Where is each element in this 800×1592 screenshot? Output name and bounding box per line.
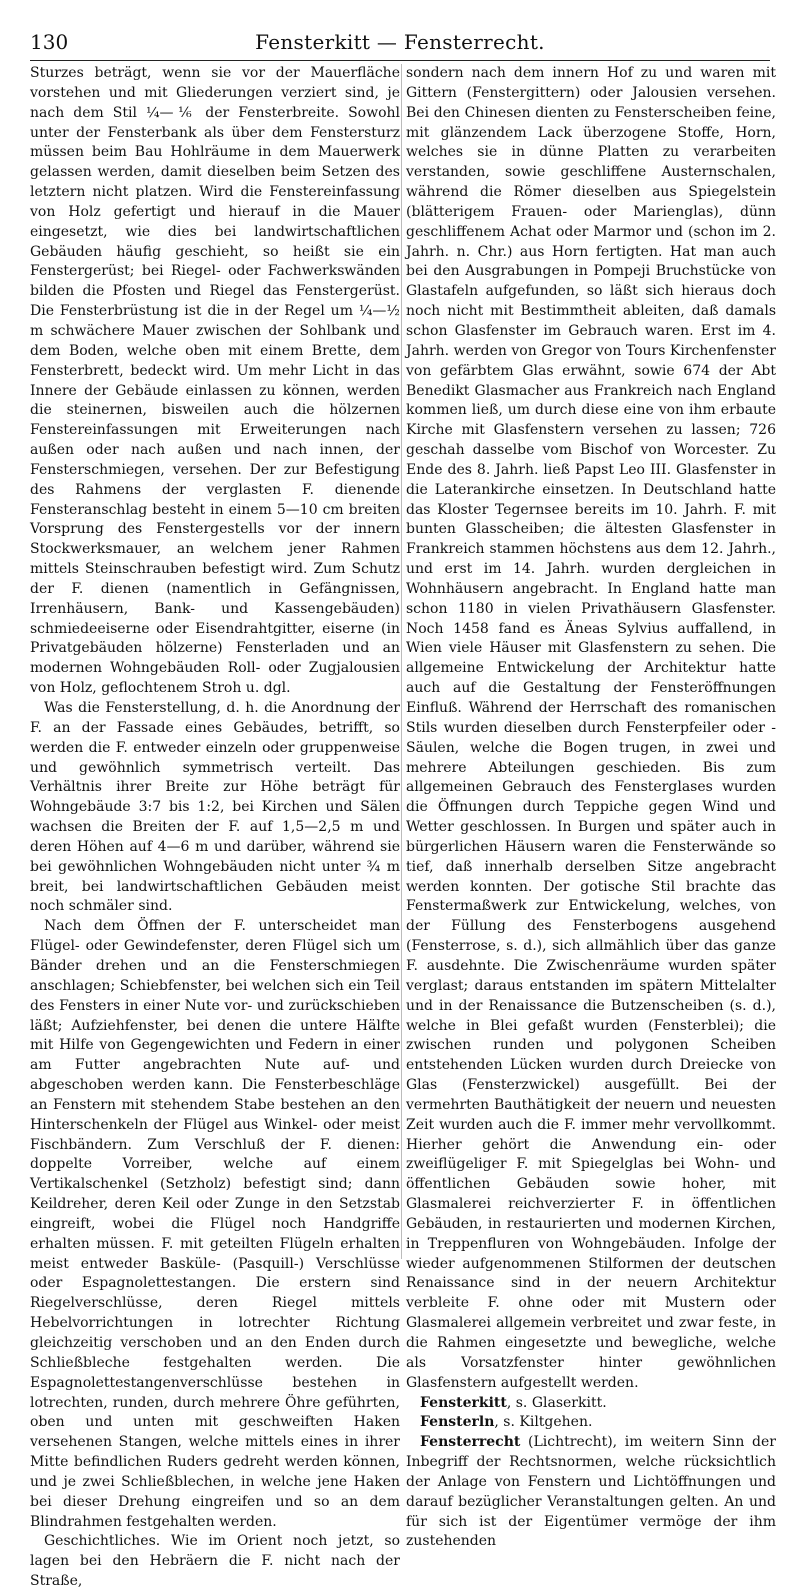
paragraph: Geschichtliches. Wie im Orient noch jetzt, so lagen bei den Hebräern die F. nicht nach der Straße, [30, 1533, 400, 1590]
dictionary-entry [406, 1413, 776, 1433]
page-number: 130 [30, 30, 69, 54]
paragraph: sondern nach dem innern Hof zu und waren mit Gittern (Fenstergittern) oder Jalousien versehen. Bei den Chinesen dienten zu Fensterscheiben feine, mit glänzendem Lack überzogene Stoffe, Horn, welches sie in dünne Platten zu verarbeiten verstanden, sowie geschliffene Austernschalen, während die Römer dieselben aus Spiegelstein (blätterigem Frauen- oder Marienglas), dünn geschliffenem Achat oder Marmor und (schon im 2. Jahrh. n. Chr.) aus Horn fertigten. Hat man auch bei den Ausgrabungen in Pompeji Bruchstücke von Glastafeln aufgefunden, so läßt sich hieraus doch noch nicht mit Bestimmtheit ableiten, daß damals schon Glasfenster im Gebrauch waren. Erst im 4. Jahrh. werden von Gregor von Tours Kirchenfenster von gefärbtem Glas erwähnt, sowie 674 der Abt Benedikt Glasmacher aus Frankreich nach England kommen ließ, um durch diese eine von ihm erbaute Kirche mit Glasfenstern versehen zu lassen; 726 geschah dasselbe vom Bischof von Worcester. Zu Ende des 8. Jahrh. ließ Papst Leo III. Glasfenster in die Laterankirche einsetzen. In Deutschland hatte das Kloster Tegernsee bereits im 10. Jahrh. F. mit bunten Glasscheiben; die ältesten Glasfenster in Frankreich stammen höchstens aus dem 12. Jahrh., und erst im 14. Jahrh. wurden dergleichen in Wohnhäusern angebracht. In England hatte man schon 1180 in vielen Privathäusern Glasfenster. Noch 1458 fand es Äneas Sylvius auffallend, in Wien viele Häuser mit Glasfenstern zu sehen. Die allgemeine Entwickelung der Architektur hatte auch auf die Gestaltung der Fensteröffnungen Einfluß. Während der Herrschaft des romanischen Stils wurden dieselben durch Fensterpfeiler oder -Säulen, welche die Bogen trugen, in zwei und mehrere Abteilungen geschieden. Bis zum allgemeinen Gebrauch des Fensterglases wurden die Öffnungen durch Teppiche gegen Wind und Wetter geschlossen. In Burgen und später auch in bürgerlichen Häusern waren die Fensterwände so tief, daß innerhalb derselben Sitze angebracht werden konnten. Der gotische Stil brachte das Fenstermaßwerk zur Entwickelung, welches, von der Füllung des Fensterbogens ausgehend (Fensterrose, s. d.), sich allmählich über das ganze F. ausdehnte. Die Zwischenräume wurden später verglast; daraus entstanden im spätern Mittelalter und in der Renaissance die Butzenscheiben (s. d.), welche in Blei gefaßt wurden (Fensterblei); die zwischen runden und polygonen Scheiben entstehenden Lücken wurden durch Dreiecke von Glas (Fensterzwickel) ausgefüllt. Bei der vermehrten Bauthätigkeit der neuern und neuesten Zeit wurden auch die F. immer mehr vervollkommt. Hierher gehört die Anwendung ein- oder zweiflügeliger F. mit Spiegelglas bei Wohn- und öffentlichen Gebäuden sowie hoher, mit Glasmalerei reichverzierter F. in öffentlichen Gebäuden, in restaurierten und modernen Kirchen, in Treppenfluren von Wohngebäuden. Infolge der wieder aufgenommenen Stilformen der deutschen Renaissance sind in der neuern Architektur verbleite F. ohne oder mit Mustern oder Glasmalerei allgemein verbreitet und zwar feste, in die Rahmen eingesetzte und bewegliche, welche als Vorsatzfenster hinter gewöhnlichen Glasfenstern aufgestellt werden. [406, 65, 776, 1391]
entry-text: , s. Kiltgehen. [494, 1414, 593, 1431]
right-column [406, 64, 776, 1550]
running-title: Fensterkitt — Fensterrecht. [255, 30, 545, 54]
entry-lemma: Fensterkitt [420, 1394, 507, 1411]
paragraph: Was die Fensterstellung, d. h. die Anordnung der F. an der Fassade eines Gebäudes, betrifft, so werden die F. entweder einzeln oder gruppenweise und gewöhnlich symmetrisch verteilt. Das Verhältnis ihrer Breite zur Höhe beträgt für Wohngebäude 3:7 bis 1:2, bei Kirchen und Sälen wachsen die Breiten der F. auf 1,5—2,5 m und deren Höhen auf 4—6 m und darüber, während sie bei gewöhnlichen Wohngebäuden nicht unter ¾ m breit, bei landwirtschaftlichen Gebäuden meist noch schmäler sind. [30, 700, 400, 915]
page-header [30, 26, 770, 61]
paragraph: Sturzes beträgt, wenn sie vor der Mauerfläche vorstehen und mit Gliederungen verziert sind, je nach dem Stil ¼—⅙ der Fensterbreite. Sowohl unter der Fensterbank als über dem Fenstersturz müssen beim Bau Hohlräume in dem Mauerwerk gelassen werden, damit dieselben beim Setzen des letztern nicht platzen. Wird die Fenstereinfassung von Holz gefertigt und hierauf in die Mauer eingesetzt, wie dies bei landwirtschaftlichen Gebäuden häufig geschieht, so heißt sie ein Fenstergerüst; bei Riegel- oder Fachwerkswänden bilden die Pfosten und Riegel das Fenstergerüst. Die Fensterbrüstung ist die in der Regel um ¼—½ m schwächere Mauer zwischen der Sohlbank und dem Boden, welche oben mit einem Brette, dem Fensterbrett, bedeckt wird. Um mehr Licht in das Innere der Gebäude einlassen zu können, werden die steinernen, bisweilen auch die hölzernen Fenstereinfassungen mit Erweiterungen nach außen oder nach außen und nach innen, der Fensterschmiegen, versehen. Der zur Befestigung des Rahmens der verglasten F. dienende Fensteranschlag besteht in einem 5—10 cm breiten Vorsprung des Fenstergestells vor der innern Stockwerksmauer, an welchem jener Rahmen mittels Steinschrauben befestigt wird. Zum Schutz der F. dienen (namentlich in Gefängnissen, Irrenhäusern, Bank- und Kassengebäuden) schmiedeeiserne oder Eisendrahtgitter, eiserne (in Privatgebäuden hölzerne) Fensterladen und an modernen Wohngebäuden Roll- oder Zugjalousien von Holz, geflochtenem Stroh u. dgl. [30, 65, 400, 697]
dictionary-entry [406, 1433, 776, 1552]
entry-lemma: Fensterrecht [420, 1434, 521, 1451]
entry-text: (Lichtrecht), im weitern Sinn der Inbegriff der Rechtsnormen, welche rücksichtlich der Anlage von Fenstern und Lichtöffnungen und darauf bezüglicher Veranstaltungen gelten. An und für sich ist der Eigentümer vermöge der ihm zustehenden [406, 1434, 776, 1550]
entry-text: , s. Glaserkitt. [506, 1394, 607, 1411]
paragraph: Nach dem Öffnen der F. unterscheidet man Flügel- oder Gewindefenster, deren Flügel sich um Bänder drehen und an die Fensterschmiegen anschlagen; Schiebfenster, bei welchen sich ein Teil des Fensters in einer Nute vor- und zurückschieben läßt; Aufziehfenster, bei denen die untere Hälfte mit Hilfe von Gegengewichten und Federn in einer am Futter angebrachten Nute auf- und abgeschoben werden kann. Die Fensterbeschläge an Fenstern mit stehendem Stabe bestehen an den Hinterschenkeln der Flügel aus Winkel- oder meist Fischbändern. Zum Verschluß der F. dienen: doppelte Vorreiber, welche auf einem Vertikalschenkel (Setzholz) befestigt sind; dann Keildreher, deren Keil oder Zunge in den Setzstab eingreift, wobei die Flügel noch Handgriffe erhalten müssen. F. mit geteilten Flügeln erhalten meist entweder Basküle- (Pasquill-) Verschlüsse oder Espagnolettestangen. Die erstern sind Riegelverschlüsse, deren Riegel mittels Hebelvorrichtungen in lotrechter Richtung gleichzeitig verschoben und an den Enden durch Schließbleche festgehalten werden. Die Espagnolettestangenverschlüsse bestehen in lotrechten, runden, durch mehrere Öhre geführten, oben und unten mit geschweiften Haken versehenen Stangen, welche mittels eines in ihrer Mitte befindlichen Ruders gedreht werden können, und je zwei Schließblechen, in welche jene Haken bei dieser Drehung eingreifen und so an dem Blindrahmen festgehalten werden. [30, 918, 400, 1530]
dictionary-entry [406, 1394, 776, 1414]
left-column [30, 64, 400, 1590]
column-divider [401, 64, 402, 1259]
entry-lemma: Fensterln [420, 1414, 495, 1431]
